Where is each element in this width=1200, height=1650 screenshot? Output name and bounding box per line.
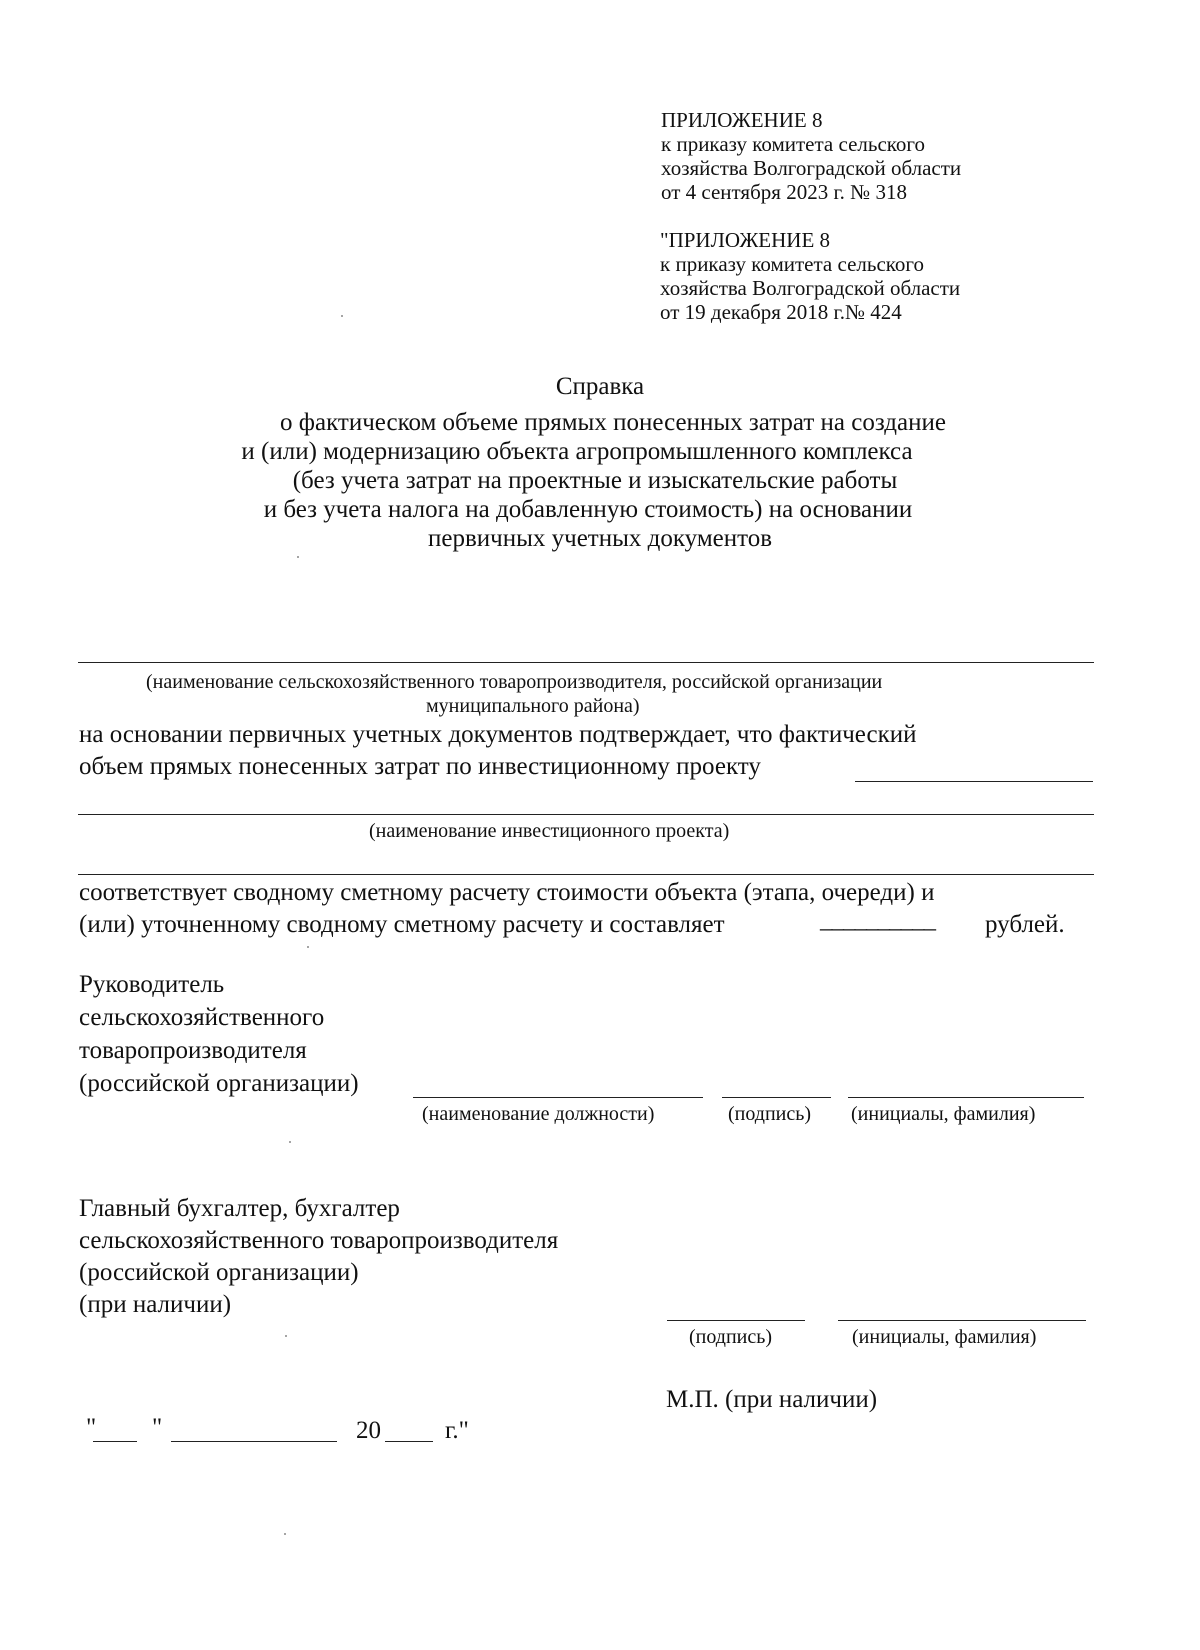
accountant-signature-line[interactable] — [667, 1320, 805, 1321]
head-signature-line[interactable] — [722, 1097, 831, 1098]
head-caption-signature: (подпись) — [728, 1103, 812, 1125]
title-line3: (без учета затрат на проектные и изыскательские работы — [292, 467, 898, 494]
scan-speck — [285, 1335, 287, 1337]
date-month-line[interactable] — [171, 1441, 337, 1442]
stamp-note: М.П. (при наличии) — [666, 1386, 878, 1413]
scan-speck — [284, 1533, 286, 1535]
cost-unit: рублей. — [985, 911, 1065, 938]
annex-current-line3: от 4 сентября 2023 г. № 318 — [661, 180, 907, 204]
confirm-line2: объем прямых понесенных затрат по инвестиционному проекту — [79, 753, 761, 780]
title-line5: первичных учетных документов — [427, 525, 773, 552]
org-caption-line2: муниципального района) — [426, 695, 640, 717]
org-caption-line1: (наименование сельскохозяйственного товаропроизводителя, российской организации — [146, 671, 883, 693]
document-title — [150, 372, 1050, 553]
annex-current-line1: к приказу комитета сельского — [661, 132, 926, 156]
project-caption: (наименование инвестиционного проекта) — [369, 820, 730, 842]
cost-blank[interactable]: __________ — [820, 906, 935, 933]
annex-current-line2: хозяйства Волгоградской области — [661, 156, 962, 180]
head-position-line[interactable] — [413, 1097, 703, 1098]
org-name-line[interactable] — [78, 662, 1094, 663]
date-year-line[interactable] — [385, 1441, 433, 1442]
annex-current-heading: ПРИЛОЖЕНИЕ 8 — [661, 108, 823, 132]
title-line4: и без учета налога на добавленную стоимость) на основании — [263, 496, 913, 523]
head-caption-position: (наименование должности) — [422, 1103, 655, 1125]
head-signer-line2: сельскохозяйственного — [79, 1004, 325, 1031]
accountant-line3: (российской организации) — [79, 1259, 359, 1286]
cost-line1: соответствует сводному сметному расчету стоимости объекта (этапа, очереди) и — [79, 879, 935, 906]
cost-line2: (или) уточненному сводному сметному расчету и составляет — [79, 911, 725, 938]
head-signer-line1: Руководитель — [79, 971, 225, 998]
project-name-line[interactable] — [78, 814, 1094, 815]
date-close-quote: " — [152, 1414, 163, 1441]
scan-speck — [297, 556, 299, 558]
title-line1: о фактическом объеме прямых понесенных затрат на создание — [280, 409, 946, 436]
annex-original-line1: к приказу комитета сельского — [660, 252, 925, 276]
head-caption-name: (инициалы, фамилия) — [851, 1103, 1036, 1125]
annex-original-line2: хозяйства Волгоградской области — [660, 276, 961, 300]
accountant-line4: (при наличии) — [79, 1291, 232, 1318]
project-name-line2[interactable] — [78, 874, 1094, 875]
scan-speck — [307, 946, 309, 948]
accountant-caption-name: (инициалы, фамилия) — [852, 1326, 1037, 1348]
accountant-line2: сельскохозяйственного товаропроизводителя — [79, 1227, 559, 1254]
title-word: Справка — [555, 373, 645, 400]
date-open-quote: " — [86, 1414, 97, 1441]
head-name-line[interactable] — [848, 1097, 1084, 1098]
annex-current — [661, 108, 961, 204]
accountant-name-line[interactable] — [838, 1320, 1086, 1321]
head-signer — [79, 968, 359, 1100]
accountant-line1: Главный бухгалтер, бухгалтер — [79, 1195, 400, 1222]
title-line2: и (или) модернизацию объекта агропромышленного комплекса — [241, 438, 913, 465]
scan-speck — [289, 1141, 291, 1143]
date-year-suffix: г." — [445, 1417, 469, 1444]
project-inline-line[interactable] — [855, 781, 1093, 782]
date-day-line[interactable] — [93, 1441, 137, 1442]
head-signer-line4: (российской организации) — [79, 1070, 359, 1097]
confirm-line1: на основании первичных учетных документов подтверждает, что фактический — [79, 721, 917, 748]
head-signer-line3: товаропроизводителя — [79, 1037, 307, 1064]
accountant-signer — [79, 1193, 558, 1321]
annex-original-heading: "ПРИЛОЖЕНИЕ 8 — [660, 228, 831, 252]
scan-speck — [341, 315, 343, 317]
annex-original — [660, 228, 960, 324]
accountant-caption-signature: (подпись) — [689, 1326, 773, 1348]
annex-original-line3: от 19 декабря 2018 г.№ 424 — [660, 300, 902, 324]
date-year-prefix: 20 — [356, 1417, 381, 1444]
